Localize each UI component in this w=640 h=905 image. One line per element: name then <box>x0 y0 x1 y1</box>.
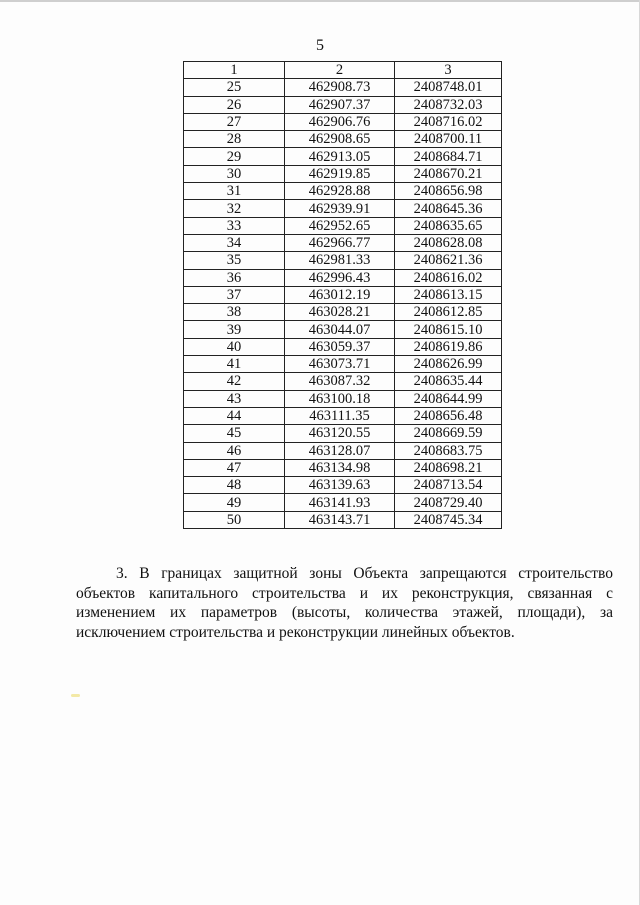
table-row <box>184 494 502 511</box>
y-coordinate-cell: 2408684.71 <box>395 148 502 165</box>
point-number-cell: 36 <box>184 269 285 286</box>
x-coordinate-cell: 463128.07 <box>285 442 395 459</box>
table-row <box>184 200 502 217</box>
point-number-cell: 30 <box>184 165 285 182</box>
table-row <box>184 304 502 321</box>
table-row <box>184 286 502 303</box>
x-coordinate-cell: 463100.18 <box>285 390 395 407</box>
table-header-row <box>184 62 502 79</box>
y-coordinate-cell: 2408613.15 <box>395 286 502 303</box>
x-coordinate-cell: 462908.65 <box>285 131 395 148</box>
table-row <box>184 356 502 373</box>
point-number-cell: 31 <box>184 183 285 200</box>
point-number-cell: 48 <box>184 477 285 494</box>
table-row <box>184 321 502 338</box>
x-coordinate-cell: 462913.05 <box>285 148 395 165</box>
point-number-cell: 40 <box>184 338 285 355</box>
x-coordinate-cell: 462981.33 <box>285 252 395 269</box>
x-coordinate-cell: 463143.71 <box>285 511 395 528</box>
column-header-y: 3 <box>395 62 502 79</box>
page-number: 5 <box>316 37 324 54</box>
table-row <box>184 269 502 286</box>
table-body <box>184 79 502 529</box>
point-number-cell: 27 <box>184 113 285 130</box>
x-coordinate-cell: 462919.85 <box>285 165 395 182</box>
y-coordinate-cell: 2408644.99 <box>395 390 502 407</box>
x-coordinate-cell: 463134.98 <box>285 459 395 476</box>
x-coordinate-cell: 462996.43 <box>285 269 395 286</box>
table-row <box>184 252 502 269</box>
x-coordinate-cell: 463012.19 <box>285 286 395 303</box>
point-number-cell: 46 <box>184 442 285 459</box>
x-coordinate-cell: 462966.77 <box>285 234 395 251</box>
y-coordinate-cell: 2408716.02 <box>395 113 502 130</box>
point-number-cell: 50 <box>184 511 285 528</box>
point-number-cell: 41 <box>184 356 285 373</box>
y-coordinate-cell: 2408748.01 <box>395 79 502 96</box>
x-coordinate-cell: 463111.35 <box>285 407 395 424</box>
y-coordinate-cell: 2408626.99 <box>395 356 502 373</box>
table-row <box>184 234 502 251</box>
table-row <box>184 425 502 442</box>
y-coordinate-cell: 2408656.98 <box>395 183 502 200</box>
y-coordinate-cell: 2408635.65 <box>395 217 502 234</box>
x-coordinate-cell: 462952.65 <box>285 217 395 234</box>
point-number-cell: 35 <box>184 252 285 269</box>
point-number-cell: 38 <box>184 304 285 321</box>
table-row <box>184 373 502 390</box>
y-coordinate-cell: 2408621.36 <box>395 252 502 269</box>
table-row <box>184 442 502 459</box>
x-coordinate-cell: 462906.76 <box>285 113 395 130</box>
column-header-point: 1 <box>184 62 285 79</box>
y-coordinate-cell: 2408713.54 <box>395 477 502 494</box>
point-number-cell: 37 <box>184 286 285 303</box>
point-number-cell: 49 <box>184 494 285 511</box>
point-number-cell: 25 <box>184 79 285 96</box>
restriction-paragraph: 3. В границах защитной зоны Объекта запрещаются строительство объектов капитального строительства и их реконструкция, связанная с изменением их параметров (высоты, количества этажей, площади), за исключением строительства и реконструкции линейных объектов. <box>76 565 613 641</box>
y-coordinate-cell: 2408615.10 <box>395 321 502 338</box>
point-number-cell: 44 <box>184 407 285 424</box>
table-row <box>184 459 502 476</box>
point-number-cell: 29 <box>184 148 285 165</box>
x-coordinate-cell: 463087.32 <box>285 373 395 390</box>
table-row <box>184 477 502 494</box>
point-number-cell: 34 <box>184 234 285 251</box>
x-coordinate-cell: 463059.37 <box>285 338 395 355</box>
x-coordinate-cell: 463139.63 <box>285 477 395 494</box>
scan-edge-top <box>0 0 640 2</box>
y-coordinate-cell: 2408729.40 <box>395 494 502 511</box>
y-coordinate-cell: 2408698.21 <box>395 459 502 476</box>
y-coordinate-cell: 2408616.02 <box>395 269 502 286</box>
point-number-cell: 42 <box>184 373 285 390</box>
point-number-cell: 43 <box>184 390 285 407</box>
x-coordinate-cell: 463141.93 <box>285 494 395 511</box>
x-coordinate-cell: 463073.71 <box>285 356 395 373</box>
point-number-cell: 45 <box>184 425 285 442</box>
point-number-cell: 28 <box>184 131 285 148</box>
point-number-cell: 39 <box>184 321 285 338</box>
y-coordinate-cell: 2408612.85 <box>395 304 502 321</box>
x-coordinate-cell: 462907.37 <box>285 96 395 113</box>
y-coordinate-cell: 2408635.44 <box>395 373 502 390</box>
point-number-cell: 26 <box>184 96 285 113</box>
y-coordinate-cell: 2408619.86 <box>395 338 502 355</box>
y-coordinate-cell: 2408670.21 <box>395 165 502 182</box>
y-coordinate-cell: 2408745.34 <box>395 511 502 528</box>
table-row <box>184 390 502 407</box>
table-row <box>184 148 502 165</box>
table-row <box>184 79 502 96</box>
y-coordinate-cell: 2408656.48 <box>395 407 502 424</box>
point-number-cell: 33 <box>184 217 285 234</box>
table-row <box>184 96 502 113</box>
coordinates-table <box>183 61 502 529</box>
table-row <box>184 165 502 182</box>
highlighter-mark <box>71 694 80 697</box>
table-row <box>184 511 502 528</box>
x-coordinate-cell: 462908.73 <box>285 79 395 96</box>
table-row <box>184 113 502 130</box>
y-coordinate-cell: 2408700.11 <box>395 131 502 148</box>
x-coordinate-cell: 462939.91 <box>285 200 395 217</box>
x-coordinate-cell: 463044.07 <box>285 321 395 338</box>
column-header-x: 2 <box>285 62 395 79</box>
table-row <box>184 217 502 234</box>
table-row <box>184 338 502 355</box>
table-row <box>184 131 502 148</box>
y-coordinate-cell: 2408683.75 <box>395 442 502 459</box>
y-coordinate-cell: 2408732.03 <box>395 96 502 113</box>
point-number-cell: 32 <box>184 200 285 217</box>
x-coordinate-cell: 463028.21 <box>285 304 395 321</box>
table-row <box>184 407 502 424</box>
y-coordinate-cell: 2408645.36 <box>395 200 502 217</box>
point-number-cell: 47 <box>184 459 285 476</box>
y-coordinate-cell: 2408669.59 <box>395 425 502 442</box>
table-row <box>184 183 502 200</box>
x-coordinate-cell: 463120.55 <box>285 425 395 442</box>
x-coordinate-cell: 462928.88 <box>285 183 395 200</box>
y-coordinate-cell: 2408628.08 <box>395 234 502 251</box>
